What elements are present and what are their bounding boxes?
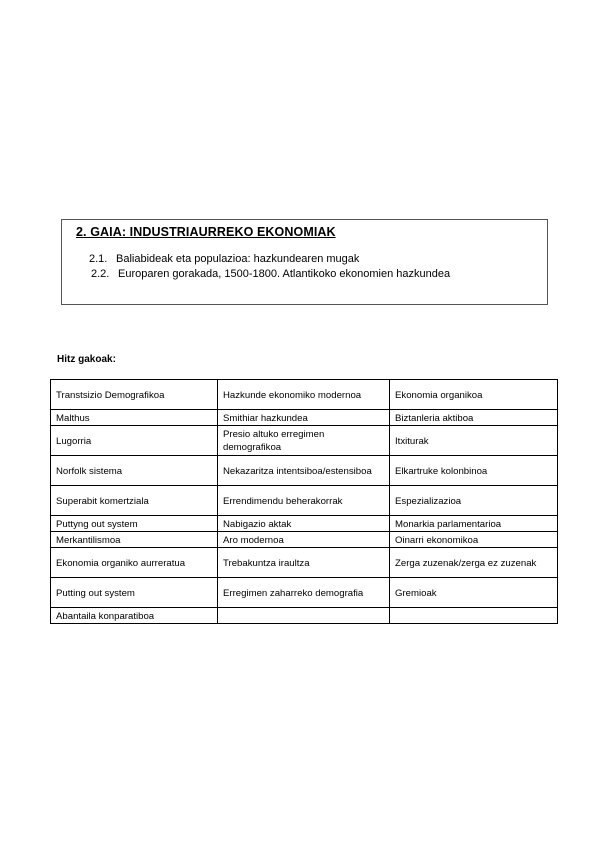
topic-item-1 <box>89 253 359 265</box>
topic-item-number: 2.1. <box>89 253 108 265</box>
topic-item-number: 2.2. <box>91 268 110 280</box>
table-cell: Merkantilismoa <box>51 532 218 548</box>
table-cell: Oinarri ekonomikoa <box>390 532 558 548</box>
table-cell <box>390 608 558 624</box>
table-cell: Elkartruke kolonbinoa <box>390 456 558 486</box>
table-cell: Gremioak <box>390 578 558 608</box>
table-cell: Monarkia parlamentarioa <box>390 516 558 532</box>
table-cell <box>218 608 390 624</box>
table-row <box>51 578 558 608</box>
table-cell: Abantaila konparatiboa <box>51 608 218 624</box>
table-cell: Puttyng out system <box>51 516 218 532</box>
table-row <box>51 380 558 410</box>
topic-item-2 <box>91 268 450 280</box>
table-cell: Itxiturak <box>390 426 558 456</box>
table-cell: Lugorria <box>51 426 218 456</box>
table-row <box>51 608 558 624</box>
table-cell: Norfolk sistema <box>51 456 218 486</box>
table-cell: Presio altuko erregimen demografikoa <box>218 426 390 456</box>
table-cell: Hazkunde ekonomiko modernoa <box>218 380 390 410</box>
table-row <box>51 410 558 426</box>
table-row <box>51 456 558 486</box>
table-cell: Putting out system <box>51 578 218 608</box>
table-cell: Malthus <box>51 410 218 426</box>
table-cell: Smithiar hazkundea <box>218 410 390 426</box>
table-row <box>51 426 558 456</box>
keywords-heading: Hitz gakoak: <box>57 354 116 365</box>
table-cell: Nekazaritza intentsiboa/estensiboa <box>218 456 390 486</box>
topic-item-text: Baliabideak eta populazioa: hazkundearen mugak <box>116 253 360 265</box>
table-cell: Biztanleria aktiboa <box>390 410 558 426</box>
keywords-table <box>50 379 558 624</box>
table-row <box>51 532 558 548</box>
table-cell: Zerga zuzenak/zerga ez zuzenak <box>390 548 558 578</box>
table-cell: Trebakuntza iraultza <box>218 548 390 578</box>
table-cell: Nabigazio aktak <box>218 516 390 532</box>
table-cell: Transtsizio Demografikoa <box>51 380 218 410</box>
table-cell: Espezializazioa <box>390 486 558 516</box>
table-row <box>51 486 558 516</box>
topic-box <box>61 219 548 305</box>
topic-item-text: Europaren gorakada, 1500-1800. Atlantikoko ekonomien hazkundea <box>118 268 451 280</box>
table-row <box>51 548 558 578</box>
table-cell: Ekonomia organiko aurreratua <box>51 548 218 578</box>
table-cell: Erregimen zaharreko demografia <box>218 578 390 608</box>
table-cell: Aro modernoa <box>218 532 390 548</box>
topic-title: 2. GAIA: INDUSTRIAURREKO EKONOMIAK <box>76 225 336 239</box>
table-row <box>51 516 558 532</box>
table-cell: Ekonomia organikoa <box>390 380 558 410</box>
table-cell: Errendimendu beherakorrak <box>218 486 390 516</box>
table-cell: Superabit komertziala <box>51 486 218 516</box>
